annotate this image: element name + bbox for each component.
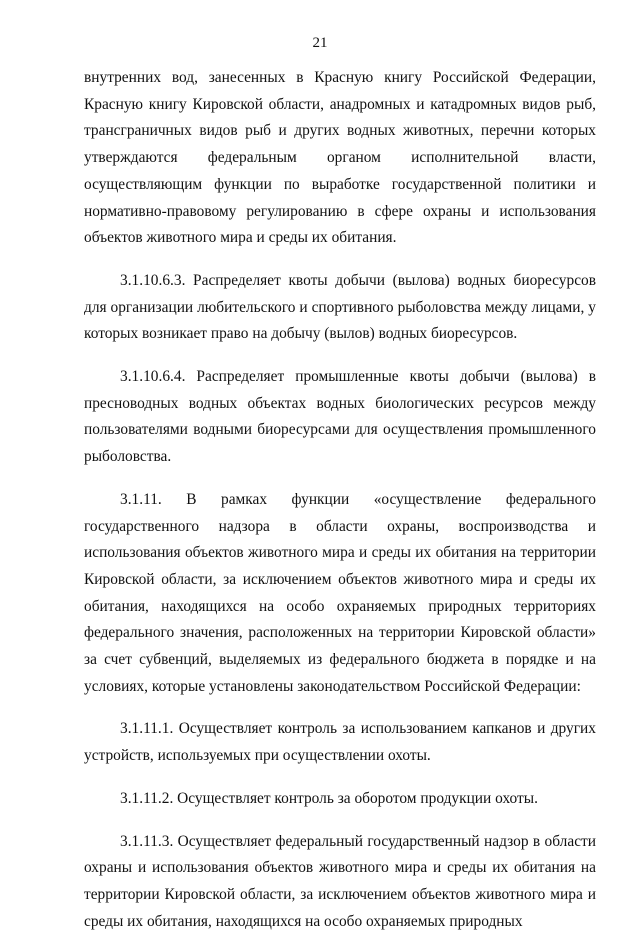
paragraph-3-1-11-2: 3.1.11.2. Осуществляет контроль за оборотом продукции охоты. xyxy=(120,789,538,807)
paragraph-3-1-10-6-4: 3.1.10.6.4. Распределяет промышленные квоты добычи (вылова) в пресноводных водных объектах водных биологических ресурсов между пользователями водными биоресурсами для осуществления промышленного рыболовства. xyxy=(84,368,596,466)
paragraph-3-1-11: 3.1.11. В рамках функции «осуществление федерального государственного надзора в области охраны, воспроизводства и использования объектов животного мира и среды их обитания на территории Кировской области, за исключением объектов животного мира и среды их обитания, находящихся на особо охраняемых природных территориях федерального значения, расположенных на территории Кировской области» за счет субвенций, выделяемых из федерального бюджета в порядке и на условиях, которые установлены законодательством Российской Федерации: xyxy=(84,490,596,695)
page-number: 21 xyxy=(312,35,328,51)
paragraph-3-1-11-1: 3.1.11.1. Осуществляет контроль за использованием капканов и других устройств, используемых при осуществлении охоты. xyxy=(84,720,596,765)
paragraph-continuation: внутренних вод, занесенных в Красную книгу Российской Федерации, Красную книгу Кировской области, анадромных и катадромных видов рыб, трансграничных видов рыб и других водных животных, перечни которых утверждаются федеральным органом исполнительной власти, осуществляющим функции по выработке государственной политики и нормативно-правовому регулированию в сфере охраны и использования объектов животного мира и среды их обитания. xyxy=(84,69,596,247)
paragraph-3-1-10-6-3: 3.1.10.6.3. Распределяет квоты добычи (вылова) водных биоресурсов для организации любительского и спортивного рыболовства между лицами, у которых возникает право на добычу (вылов) водных биоресурсов. xyxy=(84,271,596,343)
document-body xyxy=(84,65,596,935)
paragraph-3-1-11-3: 3.1.11.3. Осуществляет федеральный государственный надзор в области охраны и использования объектов животного мира и среды их обитания на территории Кировской области, за исключением объектов животного мира и среды их обитания, находящихся на особо охраняемых природных xyxy=(84,832,596,930)
